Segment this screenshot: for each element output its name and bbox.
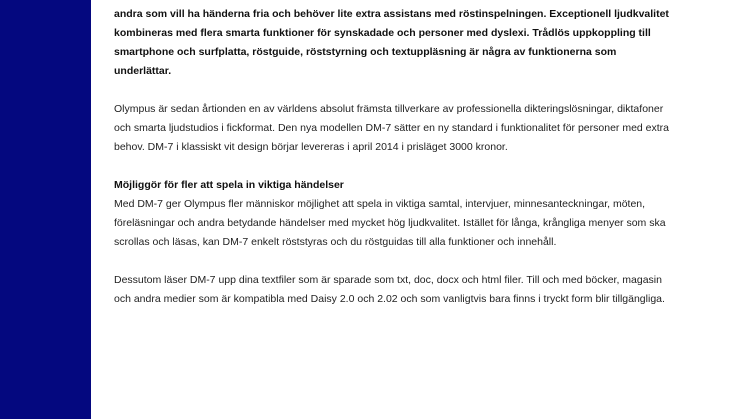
article-body <box>114 5 674 328</box>
body-paragraph-2: Med DM-7 ger Olympus fler människor möjlighet att spela in viktiga samtal, intervjuer, minnesanteckningar, möten, föreläsningar och andra betydande händelser med mycket hög ljudkvalitet. Istället för långa, krångliga menyer som ska scrollas och läsas, kan DM-7 enkelt röststyras och du röstguidas till alla funktioner och innehåll. <box>114 198 666 248</box>
section-heading: Möjliggör för fler att spela in viktiga händelser <box>114 179 344 191</box>
lead-paragraph: andra som vill ha händerna fria och behöver lite extra assistans med röstinspelningen. Exceptionell ljudkvalitet kombineras med flera smarta funktioner för synskadade och personer med dyslexi. Trådlös uppkoppling till smartphone och surfplatta, röstguide, röststyrning och textuppläsning är några av funktionerna som underlättar. <box>114 8 669 77</box>
body-paragraph-1: Olympus är sedan årtionden en av världens absolut främsta tillverkare av professionella dikteringslösningar, diktafoner och smarta ljudstudios i fickformat. Den nya modellen DM-7 sätter en ny standard i funktionalitet för personer med extra behov. DM-7 i klassiskt vit design börjar levereras i april 2014 i prisläget 3000 kronor. <box>114 103 670 153</box>
body-paragraph-3: Dessutom läser DM-7 upp dina textfiler som är sparade som txt, doc, docx och html filer. Till och med böcker, magasin och andra medier som är kompatibla med Daisy 2.0 och 2.02 och som vanligtvis bara finns i tryckt form blir tillgängliga. <box>114 274 665 305</box>
side-color-bar <box>0 0 91 419</box>
section <box>114 176 674 252</box>
